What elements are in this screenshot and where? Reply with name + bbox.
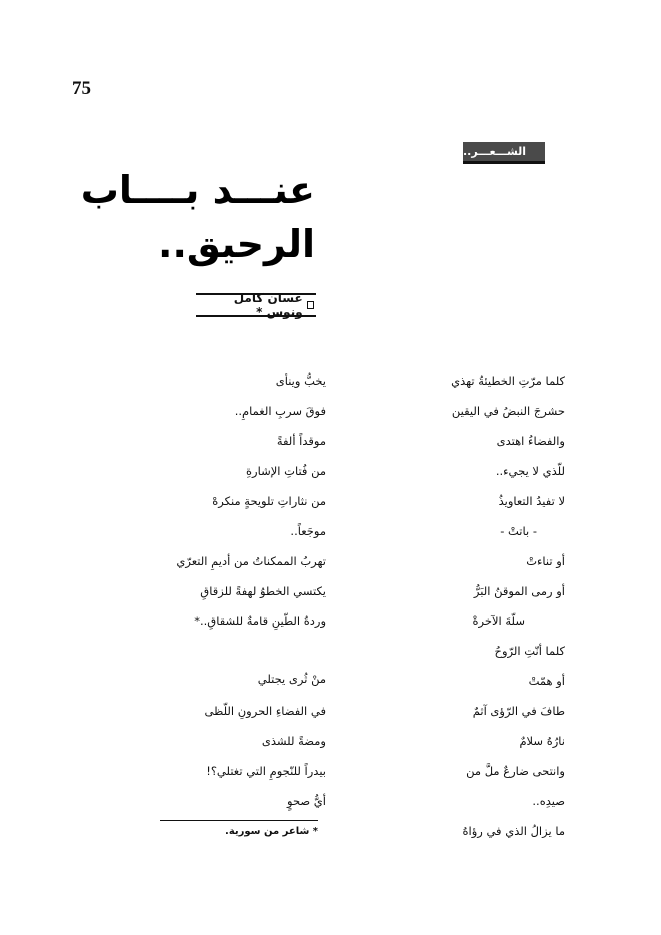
section-tag-label: الشـــعـــر.. bbox=[463, 145, 527, 158]
poem-line: أو تناءتْ bbox=[526, 554, 565, 568]
poem-line: ومضةً للشذى bbox=[261, 734, 326, 748]
footnote-divider bbox=[160, 820, 318, 821]
poem-line: حشرجَ النبضُ في اليقين bbox=[451, 404, 565, 418]
poem-line: أيُّ صحوٍ bbox=[287, 794, 326, 808]
poem-line: صيدِه.. bbox=[532, 794, 565, 808]
poem-line: نارُهُ سلامٌ bbox=[519, 734, 565, 748]
poem-line: طافَ في الرّؤى آثمٌ bbox=[472, 704, 565, 718]
poem-line: أو رمى الموقنُ البَرُّ bbox=[473, 584, 565, 598]
poem-line: - باتتْ - bbox=[500, 524, 537, 538]
poem-line: تهربُ الممكناتُ من أديمِ التعرّي bbox=[176, 554, 326, 568]
poem-line: والفضاءُ اهتدى bbox=[496, 434, 565, 448]
poem-line: موجَعاً.. bbox=[290, 524, 326, 538]
section-tag bbox=[463, 142, 545, 164]
poem-line: يكتسي الخطوُ لهفةً للزقاقِ bbox=[200, 584, 326, 598]
poem-line: في الفضاءِ الحرونِ اللّظى bbox=[204, 704, 326, 718]
poem-line: فوقَ سربِ الغمامِ.. bbox=[234, 404, 326, 418]
poem-line: ما يزالُ الذي في رؤاهُ bbox=[462, 824, 565, 838]
poem-line: لا تفيدُ التعاويذُ bbox=[498, 494, 565, 508]
poem-line: من نثاراتِ تلويحةٍ منكرهْ bbox=[212, 494, 326, 508]
poem-line: من فُتاتِ الإشارةِ bbox=[246, 464, 326, 478]
poem-line: للّذي لا يجيء.. bbox=[495, 464, 565, 478]
square-bullet-icon bbox=[307, 301, 314, 309]
poem-line: كلما مرّتِ الخطيئةُ تهذي bbox=[451, 374, 565, 388]
poem-title-line-2: الرحيق.. bbox=[158, 222, 315, 266]
poem-line: كلما أنّتِ الرّوحُ bbox=[494, 644, 565, 658]
poem-line: منْ ثُرى يجتلي bbox=[257, 672, 326, 686]
poem-line: يخبُّ وينأى bbox=[275, 374, 326, 388]
poem-line: بيدراً للنّجومِ التي تغتلي؟! bbox=[206, 764, 326, 778]
page-number: 75 bbox=[72, 78, 91, 99]
poem-line: وردةُ الطّينِ قامةٌ للشقاقِ..* bbox=[194, 614, 326, 628]
poem-line: سلّةَ الآخرةْ bbox=[472, 614, 525, 628]
poem-line: وانتحى ضارعٌ ملَّ من bbox=[466, 764, 565, 778]
poem-title-line-1: عنـــد بــــاب bbox=[80, 168, 315, 212]
author-name: غسان كامل ونوس * bbox=[233, 291, 303, 319]
poem-line: أو همّتْ bbox=[528, 674, 565, 688]
footnote: * شاعر من سورية. bbox=[225, 826, 318, 837]
poem-line: موقداً ألفةً bbox=[276, 434, 326, 448]
author-byline bbox=[196, 293, 316, 317]
